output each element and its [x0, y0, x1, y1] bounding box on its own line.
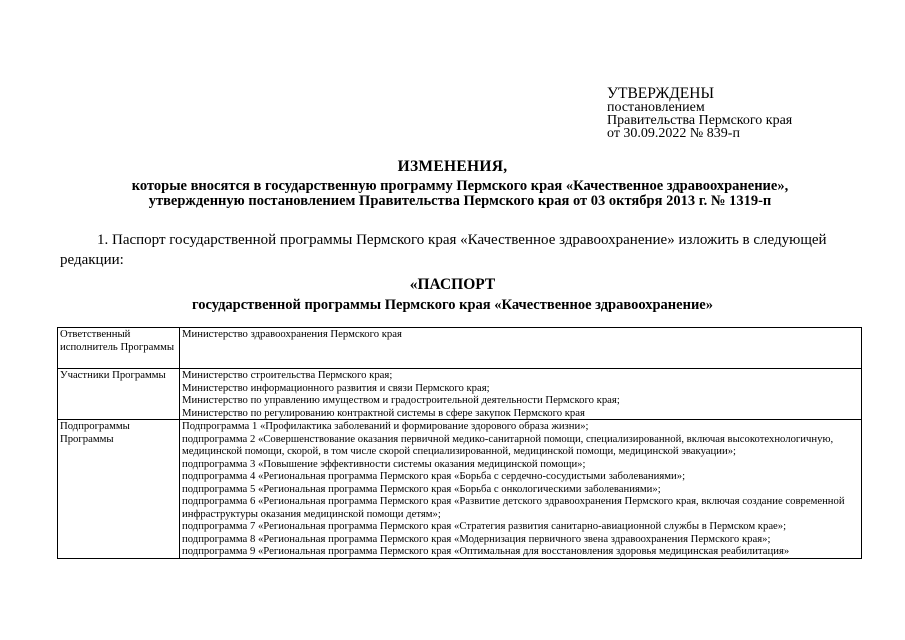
row-label: Ответственный исполнитель Программы — [58, 328, 180, 369]
table-row — [58, 328, 862, 369]
subtitle-line: утвержденную постановлением Правительства Пермского края от 03 октября 2013 г. № 1319-п — [148, 193, 772, 209]
list-item: подпрограмма 9 «Региональная программа Пермского края «Оптимальная для восстановления здоровья медицинская реабилитация» — [182, 545, 790, 557]
list-item: Министерство по регулированию контрактной системы в сфере закупок Пермского края — [182, 406, 585, 419]
approval-date: от 30.09.2022 № 839-п — [607, 126, 740, 141]
approval-heading: УТВЕРЖДЕНЫ — [607, 85, 714, 102]
document-title: ИЗМЕНЕНИЯ, — [397, 158, 508, 175]
approval-line: Правительства Пермского края — [607, 113, 793, 128]
list-item: подпрограмма 5 «Региональная программа Пермского края «Борьба с онкологическими заболеваниями»; — [182, 482, 661, 495]
list-item: Министерство по управлению имуществом и градостроительной деятельности Пермского края; — [182, 394, 620, 406]
row-value — [180, 369, 862, 420]
passport-title: «ПАСПОРТ — [409, 276, 496, 293]
list-item: Подпрограмма 1 «Профилактика заболеваний и формирование здорового образа жизни»; — [182, 420, 589, 432]
document-subtitle — [60, 179, 860, 209]
row-label: Участники Программы — [58, 369, 180, 420]
list-item: Министерство информационного развития и связи Пермского края; — [182, 381, 490, 394]
body-paragraph: 1. Паспорт государственной программы Пермского края «Качественное здравоохранение» изложить в следующей редакции: — [60, 232, 827, 268]
list-item: подпрограмма 7 «Региональная программа Пермского края «Стратегия развития санитарно-авиационной службы в Пермском крае»; — [182, 520, 787, 532]
table-row — [58, 369, 862, 420]
passport-table — [57, 327, 862, 559]
list-item: подпрограмма 8 «Региональная программа Пермского края «Модернизация первичного звена здравоохранения Пермского края»; — [182, 532, 771, 545]
passport-subtitle: государственной программы Пермского края «Качественное здравоохранение» — [192, 297, 713, 313]
approval-line: постановлением — [607, 100, 705, 115]
approval-block — [607, 86, 792, 140]
table-row — [58, 420, 862, 559]
list-item: Министерство строительства Пермского края; — [182, 369, 393, 381]
row-label: Подпрограммы Программы — [58, 420, 180, 559]
row-value: Министерство здравоохранения Пермского края — [180, 328, 862, 369]
list-item: подпрограмма 3 «Повышение эффективности системы оказания медицинской помощи»; — [182, 457, 586, 470]
list-item: подпрограмма 6 «Региональная программа Пермского края «Развитие детского здравоохранения Пермского края, включая создание современной инфраструктуры оказания медицинской помощи детям»; — [182, 495, 845, 520]
list-item: подпрограмма 2 «Совершенствование оказания первичной медико-санитарной помощи, специализированной, включая высокотехнологичную, медицинской помощи, скорой, в том числе скорой специализированной, медицинской помощи, медицинской эвакуации»; — [182, 432, 834, 457]
row-value — [180, 420, 862, 559]
list-item: подпрограмма 4 «Региональная программа Пермского края «Борьба с сердечно-сосудистыми заболеваниями»; — [182, 470, 686, 482]
subtitle-line: которые вносятся в государственную программу Пермского края «Качественное здравоохранение», — [131, 178, 789, 194]
